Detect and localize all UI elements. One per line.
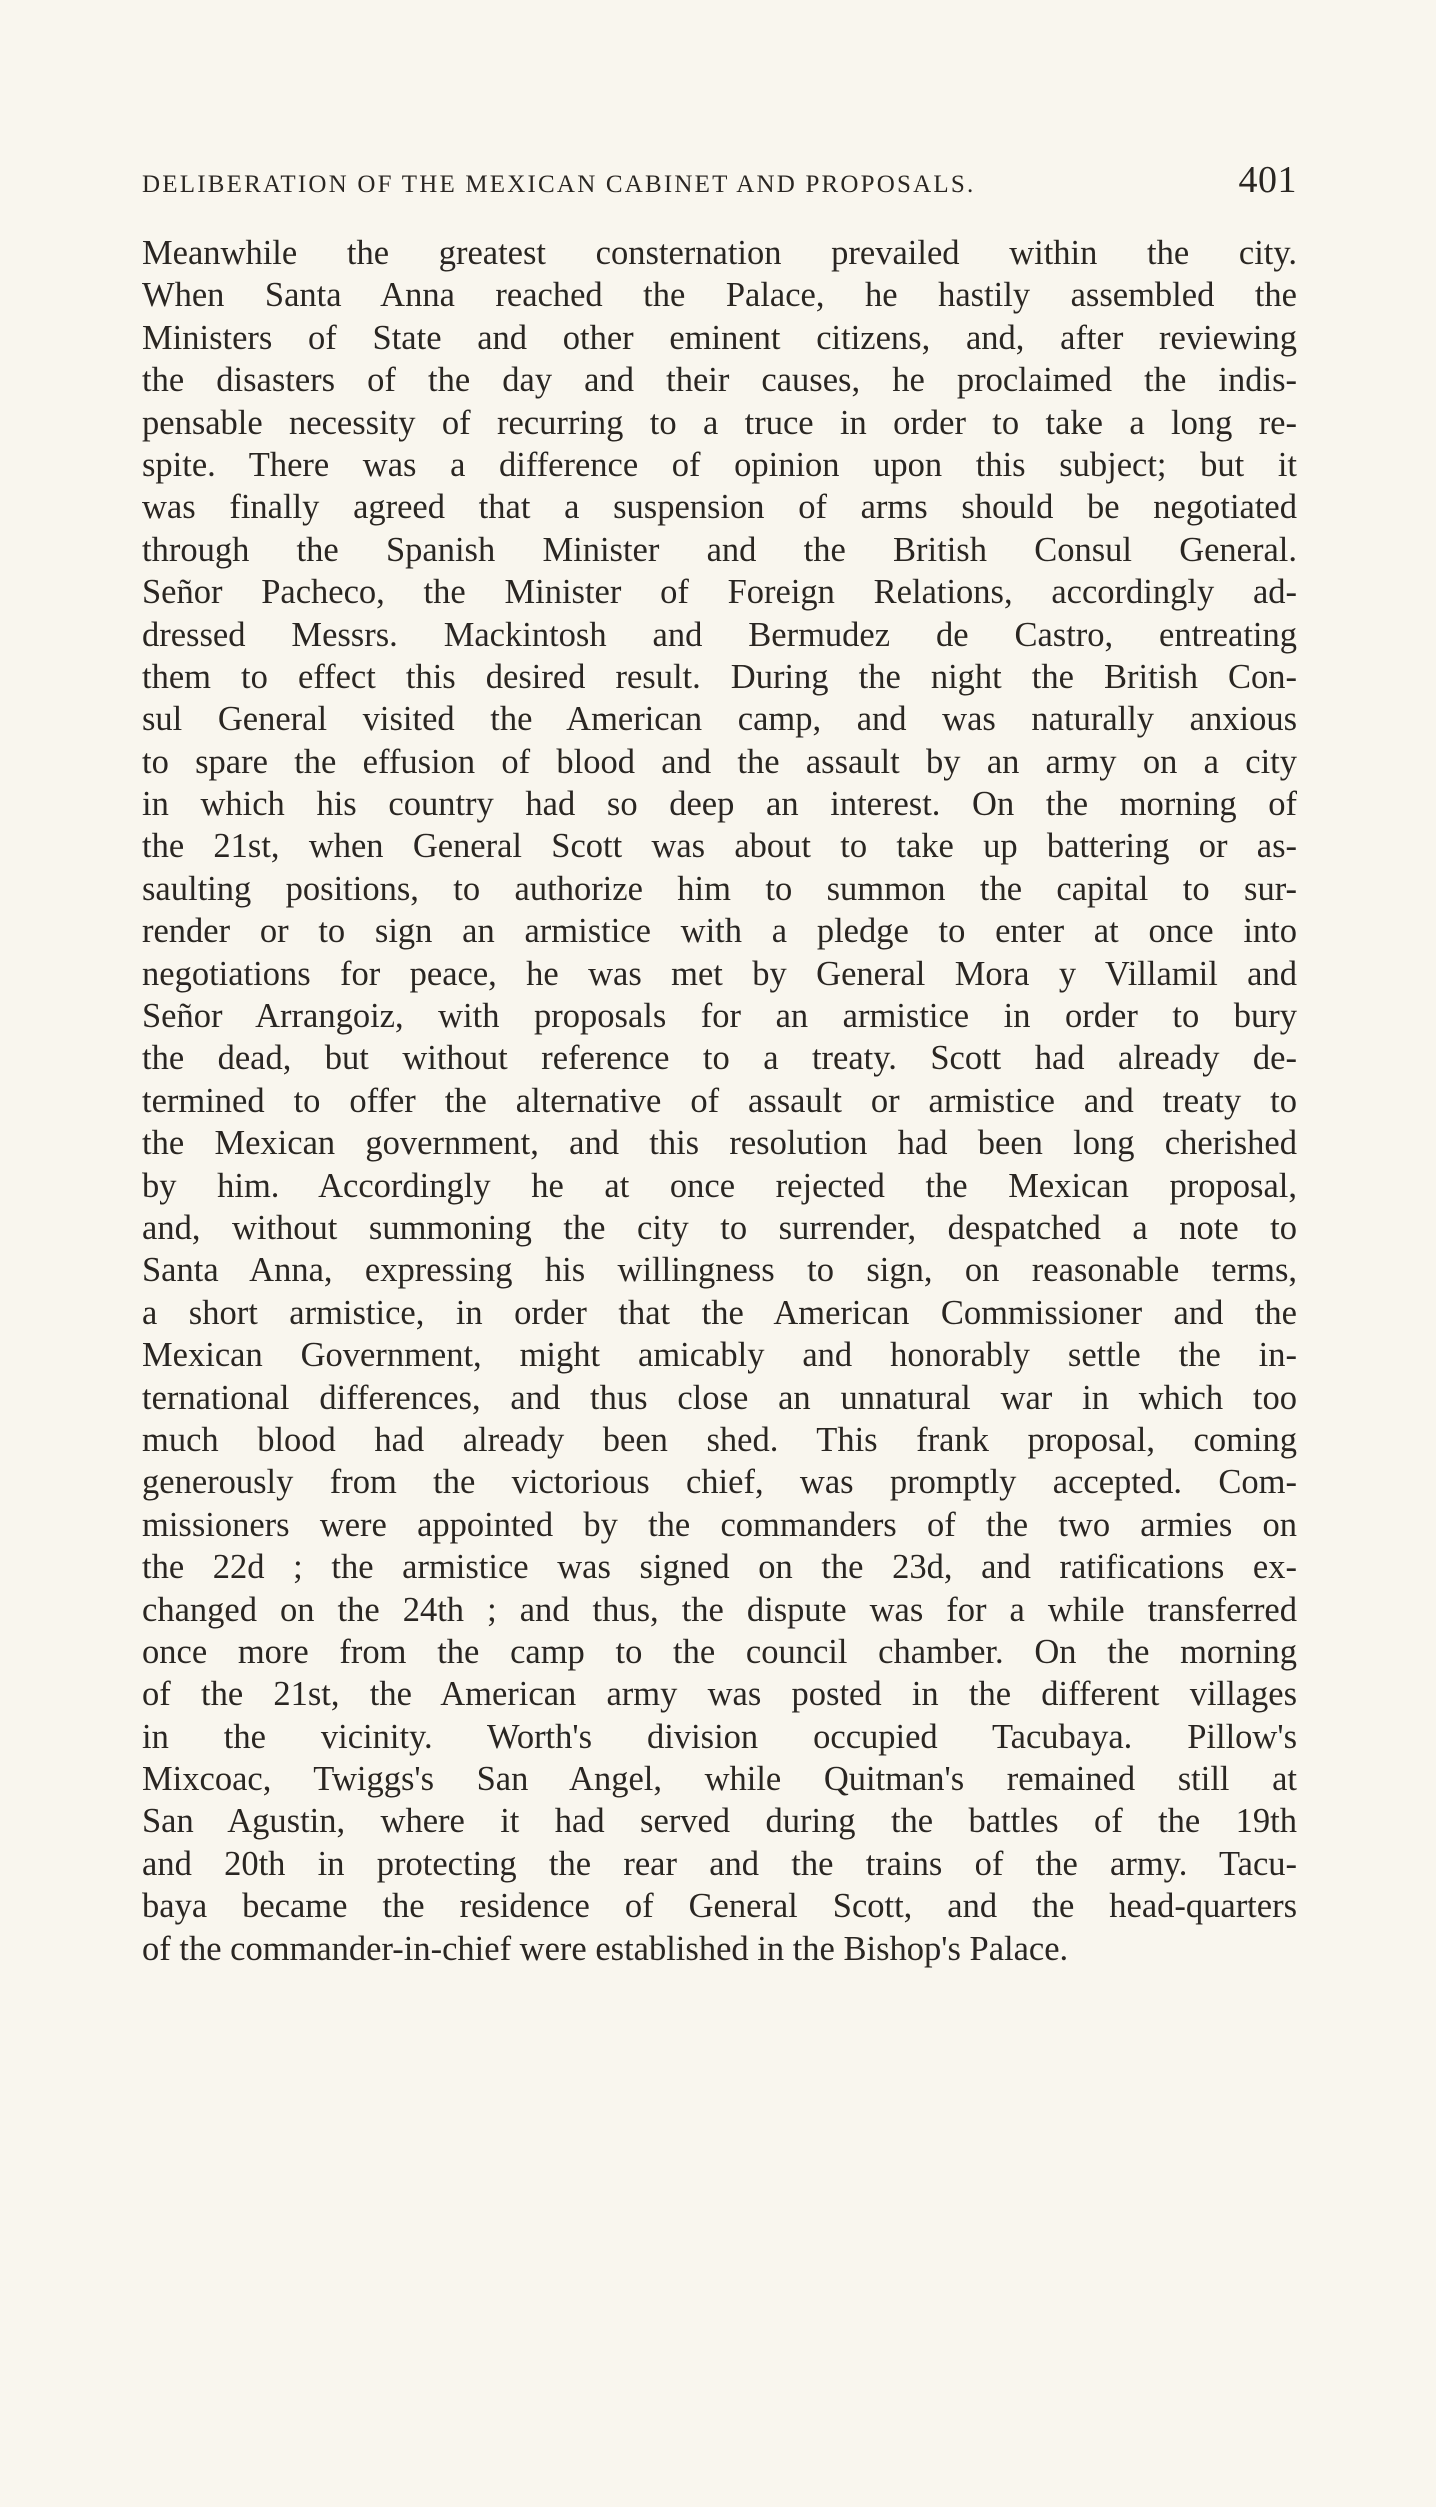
text-line: changed on the 24th ; and thus, the dispute was for a while transferred (142, 1590, 1297, 1629)
text-line: in which his country had so deep an interest. On the morning of (142, 785, 1297, 824)
text-line: of the commander-in-chief were established in the Bishop's Palace. (142, 1929, 1069, 1968)
text-line: When Santa Anna reached the Palace, he hastily assembled the (142, 276, 1297, 315)
text-line: in the vicinity. Worth's division occupied Tacubaya. Pillow's (142, 1717, 1297, 1756)
text-line: the 22d ; the armistice was signed on the 23d, and ratifications ex- (142, 1548, 1297, 1587)
text-line: to spare the effusion of blood and the assault by an army on a city (142, 742, 1297, 781)
text-line: was finally agreed that a suspension of arms should be negotiated (142, 488, 1297, 527)
text-line: Meanwhile the greatest consternation prevailed within the city. (142, 234, 1297, 272)
text-line: missioners were appointed by the commanders of the two armies on (142, 1505, 1297, 1544)
text-line: and, without summoning the city to surrender, despatched a note to (142, 1208, 1297, 1247)
text-line: San Agustin, where it had served during the battles of the 19th (142, 1802, 1297, 1841)
text-line: a short armistice, in order that the American Commissioner and the (142, 1293, 1297, 1332)
body-paragraph (142, 232, 1297, 1970)
text-line: Señor Pacheco, the Minister of Foreign Relations, accordingly ad- (142, 573, 1297, 612)
text-line: baya became the residence of General Scott, and the head-quarters (142, 1887, 1297, 1926)
text-line: generously from the victorious chief, was promptly accepted. Com- (142, 1463, 1297, 1502)
text-line: dressed Messrs. Mackintosh and Bermudez de Castro, entreating (142, 615, 1297, 654)
text-line: Mexican Government, might amicably and honorably settle the in- (142, 1336, 1297, 1375)
text-line: the 21st, when General Scott was about to take up battering or as- (142, 827, 1297, 866)
text-line: once more from the camp to the council chamber. On the morning (142, 1632, 1297, 1671)
text-line: them to effect this desired result. During the night the British Con- (142, 657, 1297, 696)
text-line: sul General visited the American camp, and was naturally anxious (142, 700, 1297, 739)
text-line: render or to sign an armistice with a pledge to enter at once into (142, 912, 1297, 951)
text-line: and 20th in protecting the rear and the trains of the army. Tacu- (142, 1844, 1297, 1883)
text-line: of the 21st, the American army was posted in the different villages (142, 1675, 1297, 1714)
text-line: termined to offer the alternative of assault or armistice and treaty to (142, 1081, 1297, 1120)
text-line: Señor Arrangoiz, with proposals for an armistice in order to bury (142, 997, 1297, 1036)
running-head (142, 158, 1297, 202)
text-line: the disasters of the day and their causes, he proclaimed the indis- (142, 361, 1297, 400)
text-line: by him. Accordingly he at once rejected the Mexican proposal, (142, 1166, 1297, 1205)
text-line: much blood had already been shed. This frank proposal, coming (142, 1420, 1297, 1459)
text-line: Mixcoac, Twiggs's San Angel, while Quitman's remained still at (142, 1760, 1297, 1799)
text-line: spite. There was a difference of opinion upon this subject; but it (142, 445, 1297, 484)
text-line: the Mexican government, and this resolution had been long cherished (142, 1124, 1297, 1163)
text-line: pensable necessity of recurring to a truce in order to take a long re- (142, 403, 1297, 442)
text-line: Ministers of State and other eminent citizens, and, after reviewing (142, 318, 1297, 357)
text-line: Santa Anna, expressing his willingness to sign, on reasonable terms, (142, 1251, 1297, 1290)
running-head-title: DELIBERATION OF THE MEXICAN CABINET AND PROPOSALS. (142, 171, 976, 198)
text-line: negotiations for peace, he was met by General Mora y Villamil and (142, 954, 1297, 993)
text-line: ternational differences, and thus close an unnatural war in which too (142, 1378, 1297, 1417)
page-number: 401 (1238, 159, 1297, 201)
text-line: saulting positions, to authorize him to summon the capital to sur- (142, 869, 1297, 908)
text-line: the dead, but without reference to a treaty. Scott had already de- (142, 1039, 1297, 1078)
text-line: through the Spanish Minister and the British Consul General. (142, 530, 1297, 569)
